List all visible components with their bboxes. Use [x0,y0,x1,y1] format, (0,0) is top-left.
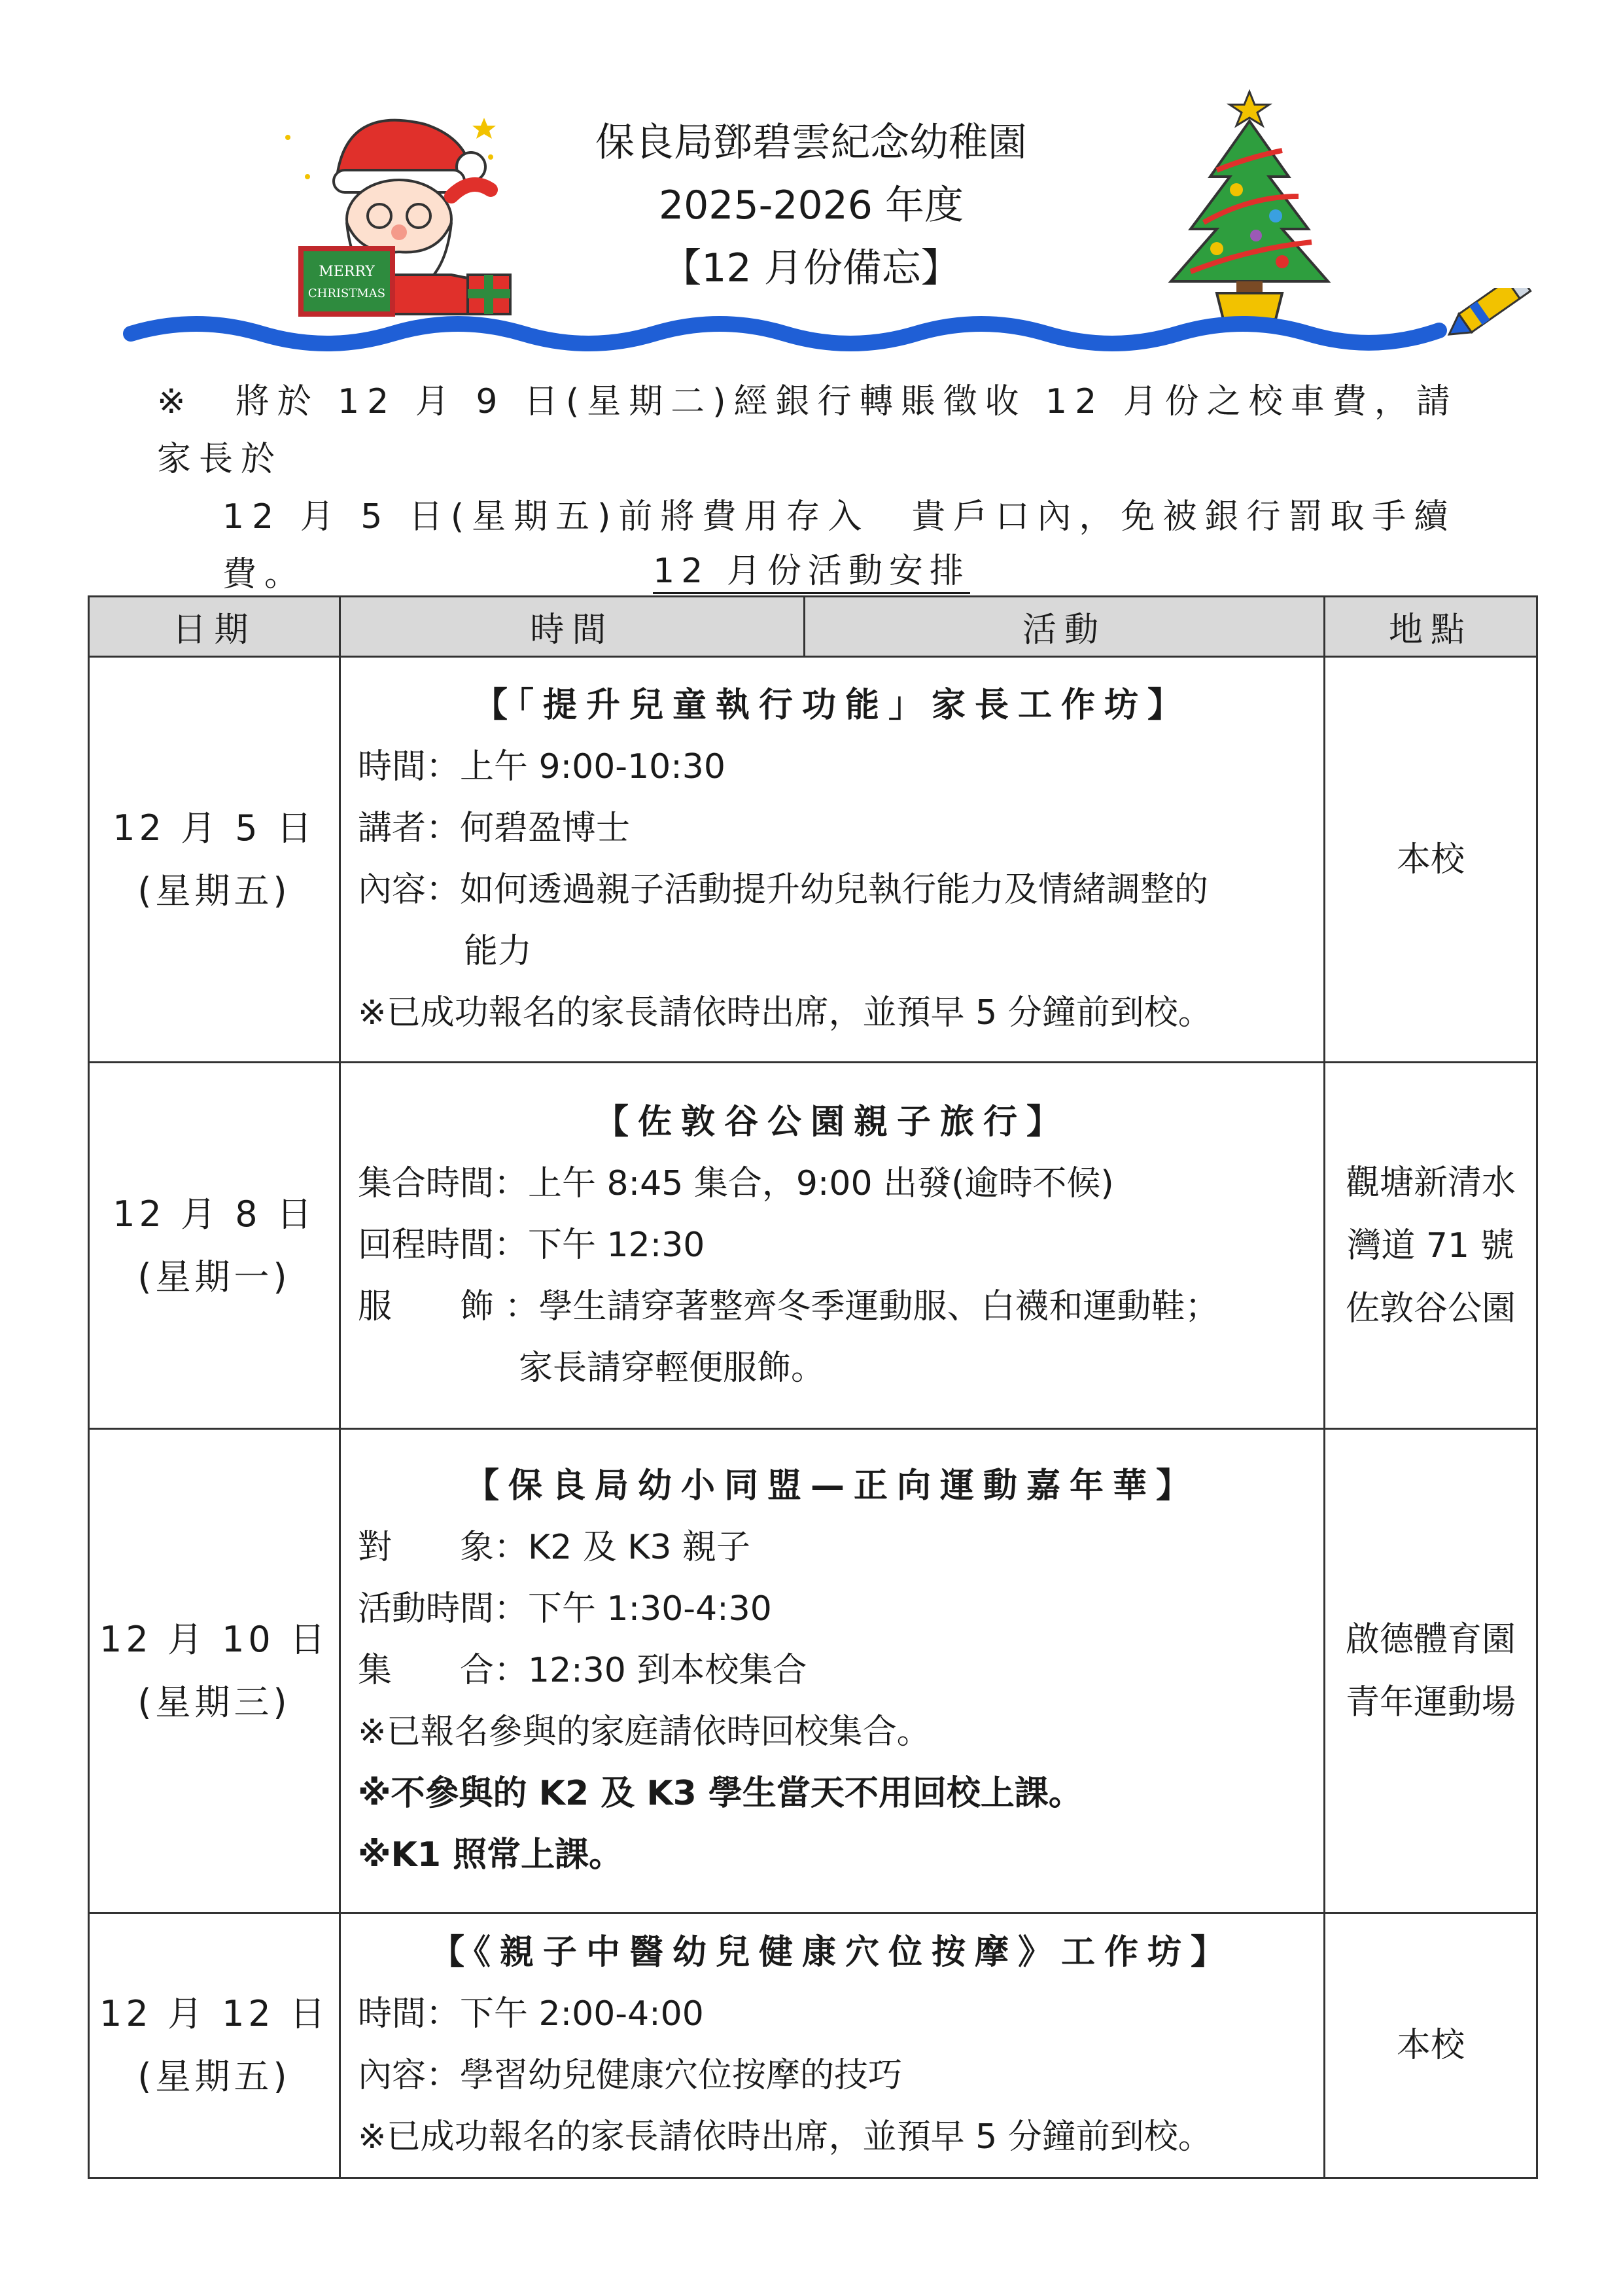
header-time: 時間 [340,597,805,657]
fee-notice-line-2: 12 月 5 日(星期五)前將費用存入 貴戶口內，免被銀行罰取手續費。 [222,497,1456,594]
row-weekday: (星期一) [137,1256,291,1298]
memo-title: 【12 月份備忘】 [662,245,960,291]
place-line: 本校 [1396,2026,1465,2065]
place-line: 佐敦谷公園 [1345,1288,1516,1328]
table-row [89,657,1537,1063]
row-activity-cell [340,1429,1325,1913]
header-date: 日期 [89,597,340,657]
activity-line: 服 飾 ：學生請穿著整齊冬季運動服、白襪和運動鞋； [358,1286,1219,1326]
row-place-cell [1325,1063,1537,1429]
school-name: 保良局鄧碧雲紀念幼稚園 [595,120,1027,166]
crayon-wave-decoration [118,288,1544,373]
sign-text-christmas: CHRISTMAS [307,287,386,300]
activity-title: 【《親子中醫幼兒健康穴位按摩》工作坊】 [430,1933,1234,1972]
activity-line: 回程時間：下午 12:30 [358,1225,705,1265]
row-date-cell [89,1063,340,1429]
header [0,0,1623,366]
sign-text-merry: MERRY [319,264,375,280]
row-weekday: (星期五) [137,2056,291,2097]
row-weekday: (星期三) [137,1681,291,1723]
place-line: 觀塘新清水 [1345,1163,1516,1203]
table-row [89,1913,1537,2178]
activity-line: ※已成功報名的家長請依時出席，並預早 5 分鐘前到校。 [358,993,1212,1033]
header-activity: 活動 [805,597,1325,657]
table-header-row [89,597,1537,657]
activity-line: ※不參與的 K2 及 K3 學生當天不用回校上課。 [358,1773,1083,1813]
header-place: 地點 [1325,597,1537,657]
row-date: 12 月 12 日 [99,1993,329,2034]
activity-line: 內容：學習幼兒健康穴位按摩的技巧 [358,2056,903,2095]
row-activity-cell [340,1913,1325,2178]
activity-line: ※K1 照常上課。 [358,1835,623,1875]
table-row [89,1063,1537,1429]
place-line: 啟德體育園 [1345,1619,1516,1659]
activity-line: ※已成功報名的家長請依時出席，並預早 5 分鐘前到校。 [358,2117,1212,2157]
row-weekday: (星期五) [137,870,291,911]
activity-line: 內容：如何透過親子活動提升幼兒執行能力及情緒調整的 [358,870,1209,910]
school-year: 2025-2026 年度 [658,183,964,228]
row-place-cell [1325,657,1537,1063]
place-line: 灣道 71 號 [1347,1226,1514,1265]
schedule-table [88,595,1538,2179]
fee-notice-line-1: ※ 將於 12 月 9 日(星期二)經銀行轉賬徵收 12 月份之校車費，請家長於 [157,382,1458,479]
activity-line: 時間：下午 2:00-4:00 [358,1994,704,2034]
activity-line: 集 合：12:30 到本校集合 [358,1650,807,1690]
row-date-cell [89,657,340,1063]
schedule-title [0,543,1623,592]
schedule-title-text: 12 月份活動安排 [653,552,970,594]
place-line: 青年運動場 [1345,1682,1516,1722]
row-place-cell [1325,1429,1537,1913]
title-block [484,111,1138,300]
row-date-cell [89,1913,340,2178]
activity-title: 【佐敦谷公園親子旅行】 [594,1102,1070,1142]
place-line: 本校 [1396,839,1465,879]
activity-line: 講者：何碧盈博士 [358,808,631,848]
activity-title: 【保良局幼小同盟—正向運動嘉年華】 [464,1466,1199,1506]
table-row [89,1429,1537,1913]
christmas-tree-illustration [1151,85,1348,321]
activity-line: 對 象：K2 及 K3 親子 [358,1527,750,1567]
activity-line: 能力 [464,931,532,971]
activity-line: 時間：上午 9:00-10:30 [358,747,725,786]
row-date: 12 月 8 日 [113,1193,316,1235]
row-date-cell [89,1429,340,1913]
row-date: 12 月 10 日 [99,1618,329,1660]
activity-line: 家長請穿輕便服飾。 [519,1348,826,1388]
activity-line: ※已報名參與的家庭請依時回校集合。 [358,1712,931,1752]
row-place-cell [1325,1913,1537,2178]
row-date: 12 月 5 日 [113,807,316,849]
activity-title: 【「提升兒童執行功能」家長工作坊】 [473,685,1191,725]
activity-line: 集合時間：上午 8:45 集合，9:00 出發(逾時不候) [358,1163,1114,1203]
row-activity-cell [340,1063,1325,1429]
activity-line: 活動時間：下午 1:30-4:30 [358,1589,772,1629]
row-activity-cell [340,657,1325,1063]
